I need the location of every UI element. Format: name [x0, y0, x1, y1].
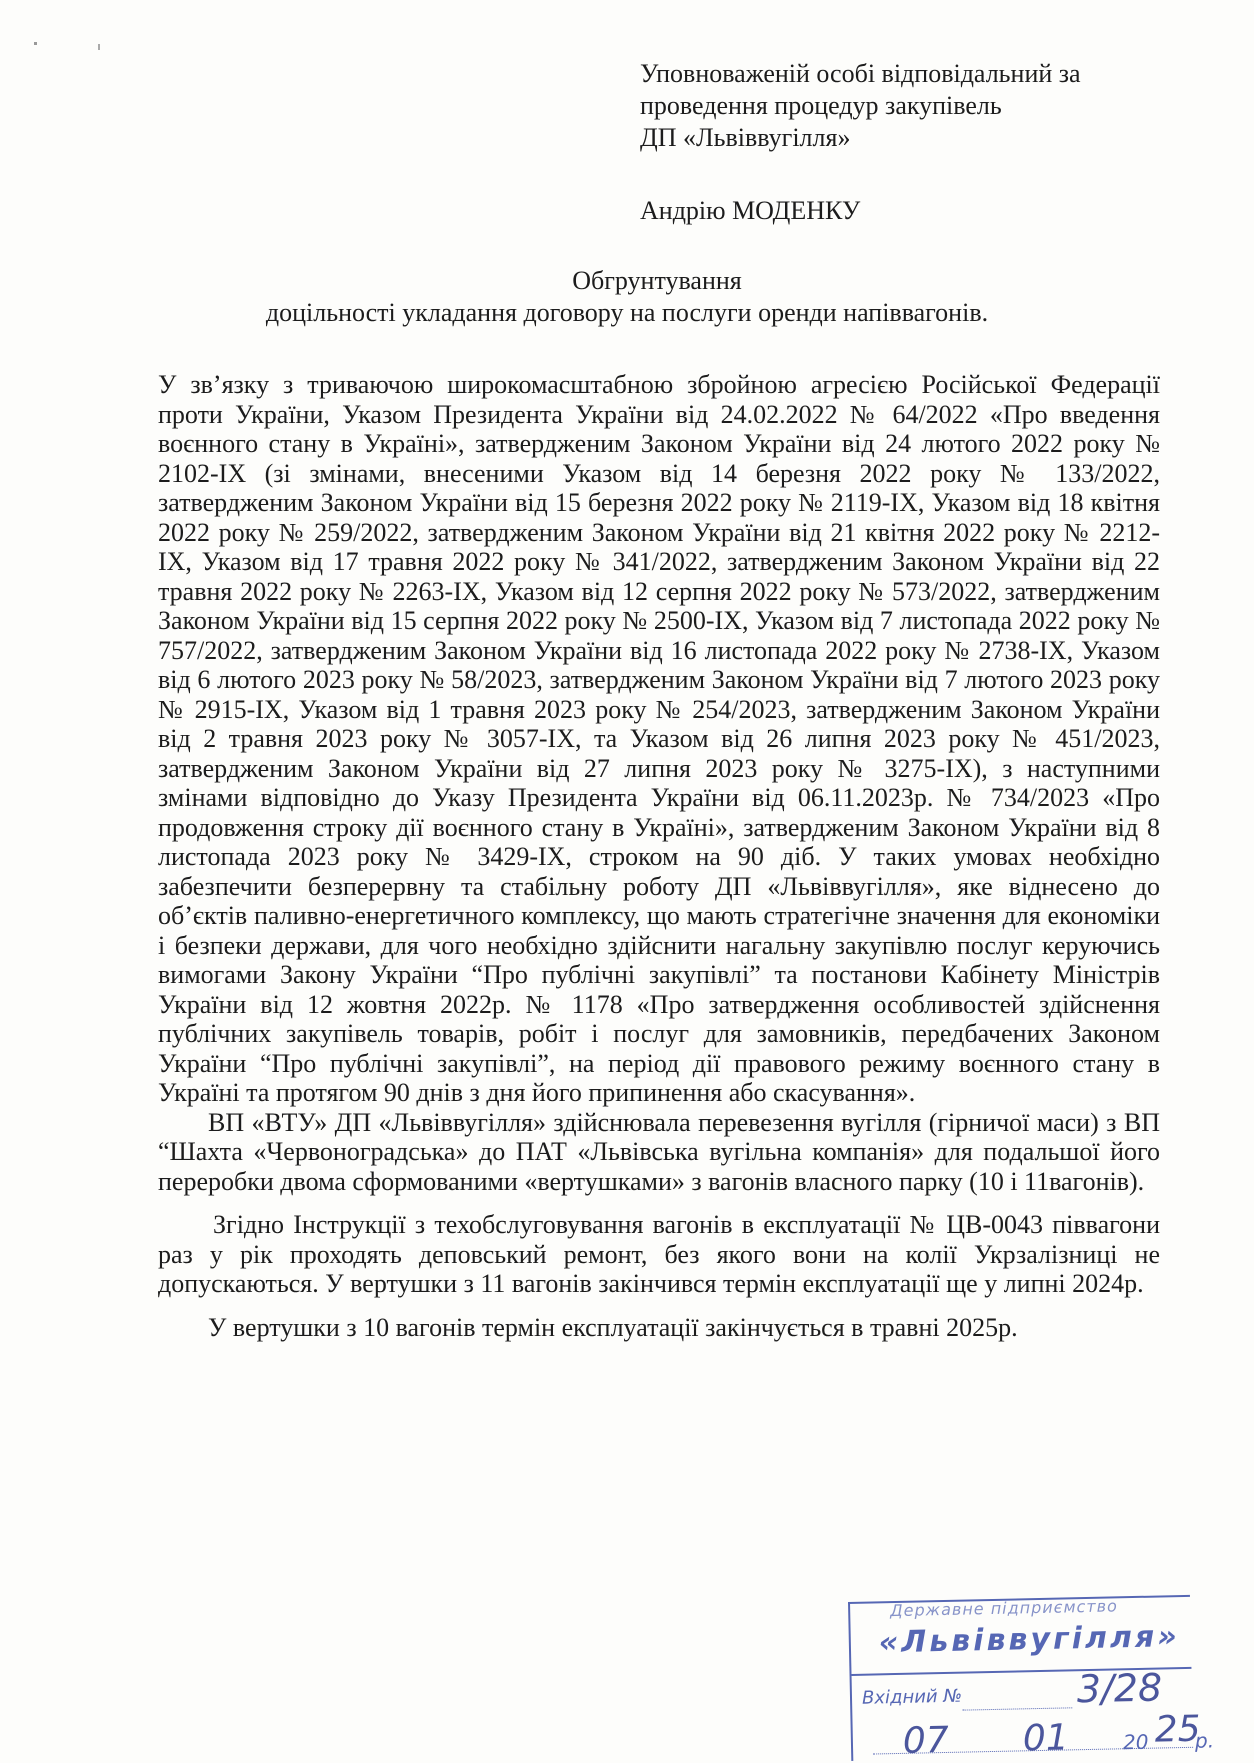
body-paragraph: ВП «ВТУ» ДП «Львіввугілля» здійснювала перевезення вугілля (гірничої маси) з ВП “Шахта «Червоноградська» до ПАТ «Львівська вугільна компанія» для подальшої його переробки двома сформованими «вертушками» з вагонів власного парку (10 і 11вагонів). — [158, 1107, 1160, 1196]
scan-speck — [34, 42, 37, 45]
title-subline: доцільності укладання договору на послуги оренди напіввагонів. — [265, 298, 989, 327]
stamp-org-name: «Львіввугілля» — [878, 1619, 1181, 1661]
document-title — [0, 265, 1254, 329]
scan-speck — [98, 44, 100, 50]
stamp-year-prefix: 20 — [1122, 1729, 1149, 1755]
addressee-line: ДП «Львіввугілля» — [640, 123, 851, 152]
stamp-incoming-line — [962, 1707, 1072, 1710]
stamp-date-day: 07 — [902, 1719, 950, 1762]
document-body — [158, 370, 1160, 1342]
stamp-year: 25 — [1154, 1708, 1201, 1751]
addressee-block — [640, 58, 1200, 154]
stamp-year-suffix: р. — [1194, 1728, 1215, 1753]
addressee-line: Уповноваженій особі відповідальний за — [640, 59, 1081, 88]
addressee-line: проведення процедур закупівель — [640, 91, 1002, 120]
stamp-incoming-label: Вхідний № — [861, 1685, 963, 1709]
stamp-header: Державне підприємство — [889, 1596, 1119, 1621]
body-paragraph: У зв’язку з триваючою широкомасштабною збройною агресією Російської Федерації проти України, Указом Президента України від 24.02.2022 № 64/2022 «Про введення воєнного стану в Україні», затвердженим Законом України від 24 лютого 2022 року № 2102-IX (зі змінами, внесеними Указом від 14 березня 2022 року № 133/2022, затвердженим Законом України від 15 березня 2022 року № 2119-IX, Указом від 18 квітня 2022 року № 259/2022, затвердженим Законом України від 21 квітня 2022 року № 2212-IX, Указом від 17 травня 2022 року № 341/2022, затвердженим Законом України від 22 травня 2022 року № 2263-IX, Указом від 12 серпня 2022 року № 573/2022, затвердженим Законом України від 15 серпня 2022 року № 2500-IX, Указом від 7 листопада 2022 року № 757/2022, затвердженим Законом України від 16 листопада 2022 року № 2738-IX, Указом від 6 лютого 2023 року № 58/2023, затвердженим Законом України від 7 лютого 2023 року № 2915-IX, Указом від 1 травня 2023 року № 254/2023, затвердженим Законом України від 2 травня 2023 року № 3057-IX, та Указом від 26 липня 2023 року № 451/2023, затвердженим Законом України від 27 липня 2023 року № 3275-IX), з наступними змінами відповідно до Указу Президента України від 06.11.2023р. № 734/2023 «Про продовження строку дії воєнного стану в Україні», затвердженим Законом України від 8 листопада 2023 року № 3429-IX, строком на 90 діб. У таких умовах необхідно забезпечити безперервну та стабільну роботу ДП «Львіввугілля», яке віднесено до об’єктів паливно-енергетичного комплексу, що мають стратегічне значення для економіки і безпеки держави, для чого необхідно здійснити нагальну закупівлю послуг керуючись вимогами Закону України “Про публічні закупівлі” та постанови Кабінету Міністрів України від 12 жовтня 2022р. № 1178 «Про затвердження особливостей здійснення публічних закупівель товарів, робіт і послуг для замовників, передбачених Законом України “Про публічні закупівлі”, на період дії правового режиму воєнного стану в Україні та протягом 90 днів з дня його припинення або скасування». — [158, 370, 1160, 1107]
incoming-registration-stamp — [848, 1595, 1215, 1762]
stamp-incoming-number: 3/28 — [1076, 1665, 1163, 1712]
stamp-date-month: 01 — [1022, 1717, 1070, 1760]
body-paragraph: Згідно Інструкції з техобслуговування вагонів в експлуатації № ЦВ-0043 піввагони раз у рік проходять деповський ремонт, без якого вони на колії Укрзалізниці не допускаються. У вертушки з 11 вагонів закінчився термін експлуатації ще у липні 2024р. — [158, 1210, 1160, 1298]
stamp-date — [873, 1708, 1215, 1762]
body-paragraph: У вертушки з 10 вагонів термін експлуатації закінчується в травні 2025р. — [208, 1312, 1018, 1342]
addressee-person: Андрію МОДЕНКУ — [640, 196, 861, 225]
title-line: Обгрунтування — [572, 266, 742, 295]
